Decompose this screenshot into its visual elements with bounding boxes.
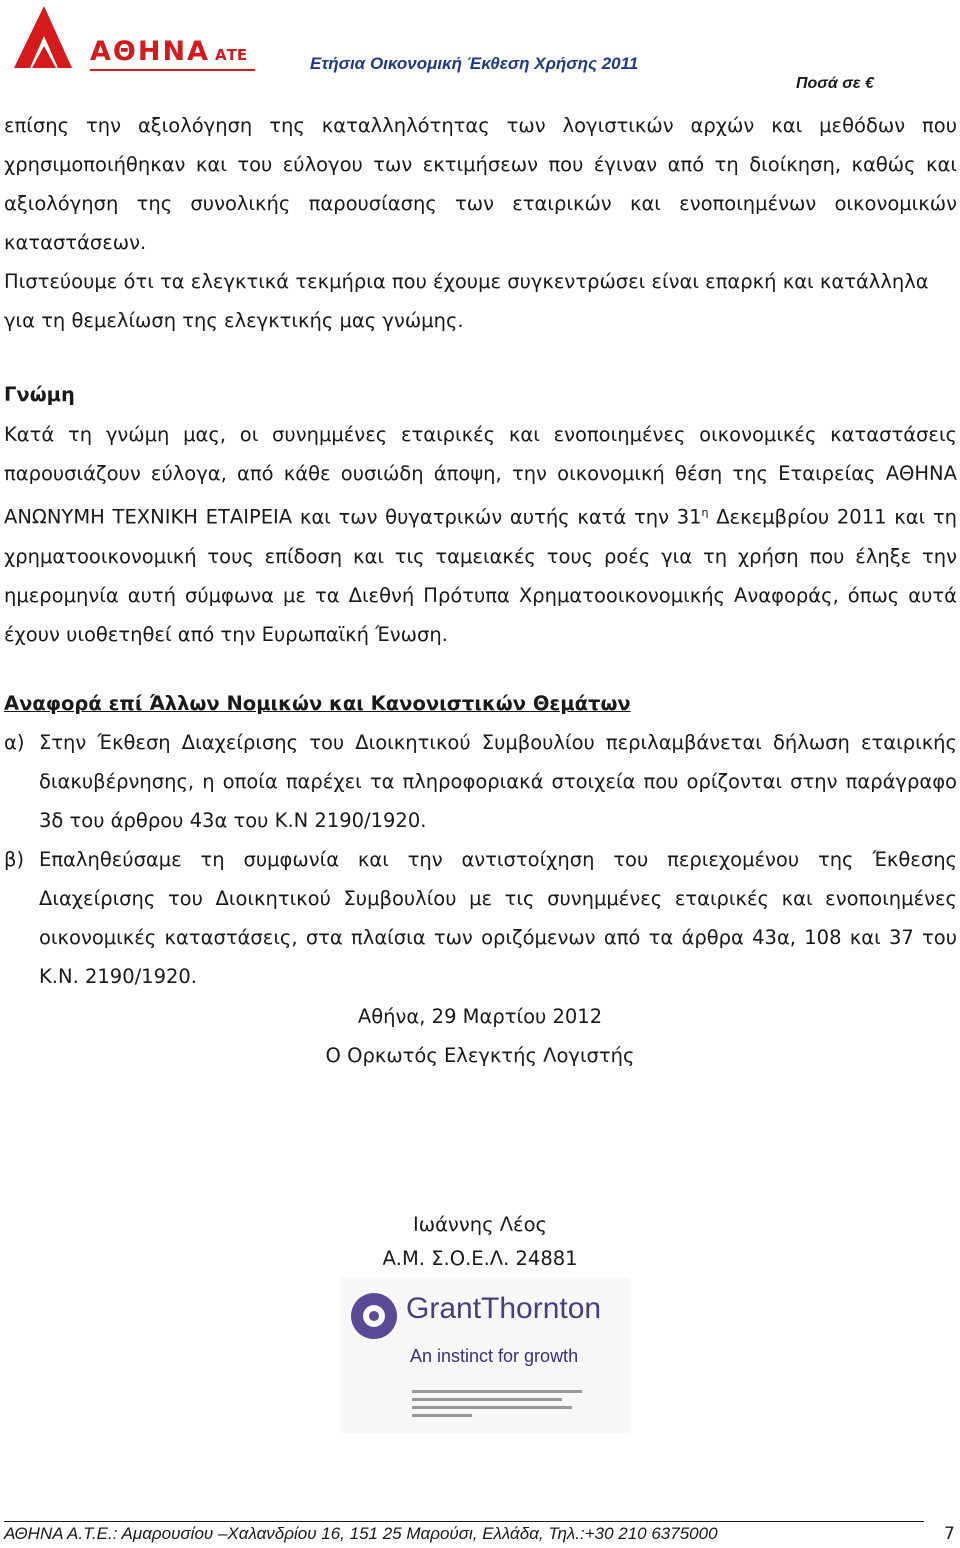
footer-address: ΑΘΗΝΑ Α.Τ.Ε.: Αμαρουσίου –Χαλανδρίου 16, 151 25 Μαρούσι, Ελλάδα, Τηλ.:+30 210 6375000 bbox=[4, 1524, 718, 1543]
opinion-heading: Γνώμη bbox=[4, 383, 75, 406]
list-item-text: Επαληθεύσαμε τη συμφωνία και την αντιστοίχηση του περιεχομένου της Έκθεσης Διαχείρισης του Διοικητικού Συμβουλίου με τις συνημμένες εταιρικές και ενοποιημένες οικονομικές καταστάσεις, στα πλαίσια των οριζόμενων από τα άρθρα 43α, 108 και 37 του Κ.Ν. 2190/1920. bbox=[39, 848, 957, 988]
logo-text: ΑΘΗΝΑ bbox=[90, 36, 210, 67]
intro-paragraph-1: επίσης την αξιολόγηση της καταλληλότητας των λογιστικών αρχών και μεθόδων που χρησιμοποιήθηκαν και του εύλογου των εκτιμήσεων που έγιναν από τη διοίκηση, καθώς και αξιολόγηση της συνολικής παρουσίασης των εταιρικών και ενοποιημένων οικονομικών καταστάσεων. bbox=[4, 114, 957, 254]
opinion-text-end: Δεκεμβρίου 2011 και τη χρηματοοικονομική τους επίδοση και τις ταμειακές τους ροές για τη χρήση που έληξε την ημερομηνία αυτή σύμφωνα με τα Διεθνή Πρότυπα Χρηματοοικονομικής Αναφοράς, όπως αυτά έχουν υιοθετηθεί από την Ευρωπαϊκή Ένωση. bbox=[4, 505, 957, 646]
intro-paragraph-2: Πιστεύουμε ότι τα ελεγκτικά τεκμήρια που έχουμε συγκεντρώσει είναι επαρκή και κατάλληλα για τη θεμελίωση της ελεγκτικής μας γνώμης. bbox=[4, 270, 929, 332]
currency-unit: Ποσά σε € bbox=[796, 75, 874, 92]
company-logo bbox=[10, 2, 250, 72]
grant-thornton-stamp bbox=[340, 1278, 630, 1433]
footer-divider bbox=[4, 1521, 924, 1522]
seal-fine-print bbox=[412, 1390, 592, 1417]
place-date: Αθήνα, 29 Μαρτίου 2012 bbox=[357, 1005, 603, 1028]
grant-thornton-icon bbox=[348, 1290, 404, 1346]
seal-brand: GrantThornton bbox=[406, 1292, 602, 1325]
report-title: Ετήσια Οικονομική Έκθεση Χρήσης 2011 bbox=[310, 54, 639, 73]
seal-tagline: An instinct for growth bbox=[410, 1346, 579, 1366]
list-item bbox=[4, 723, 957, 840]
list-marker: β) bbox=[4, 848, 25, 871]
page-number: 7 bbox=[944, 1524, 955, 1544]
auditor-role: Ο Ορκωτός Ελεγκτής Λογιστής bbox=[325, 1044, 635, 1067]
ordinal-superscript: η bbox=[701, 506, 709, 519]
opinion-text-start: Κατά τη γνώμη μας, οι συνημμένες εταιρικές και ενοποιημένες οικονομικές καταστάσεις παρουσιάζουν εύλογα, από κάθε ουσιώδη άποψη, την οικονομική θέση της Εταιρείας ΑΘΗΝΑ ΑΝΩΝΥΜΗ ΤΕΧΝΙΚΗ ΕΤΑΙΡΕΙΑ και των θυγατρικών αυτής κατά την 31 bbox=[4, 423, 957, 529]
opinion-paragraph bbox=[4, 415, 957, 654]
logo-suffix: ΑΤΕ bbox=[215, 46, 248, 64]
list-item bbox=[4, 840, 957, 996]
logo-underline bbox=[90, 69, 255, 71]
other-matters-heading: Αναφορά επί Άλλων Νομικών και Κανονιστικών Θεμάτων bbox=[4, 692, 631, 715]
auditor-name: Ιωάννης Λέος bbox=[413, 1213, 547, 1236]
logo-triangle-icon bbox=[10, 2, 90, 72]
auditor-registry: Α.Μ. Σ.Ο.Ε.Λ. 24881 bbox=[382, 1247, 578, 1270]
list-item-text: Στην Έκθεση Διαχείρισης του Διοικητικού Συμβουλίου περιλαμβάνεται δήλωση εταιρικής διακυβέρνησης, η οποία παρέχει τα πληροφοριακά στοιχεία που ορίζονται στην παράγραφο 3δ του άρθρου 43α του Κ.Ν 2190/1920. bbox=[39, 731, 957, 832]
list-marker: α) bbox=[4, 731, 25, 754]
